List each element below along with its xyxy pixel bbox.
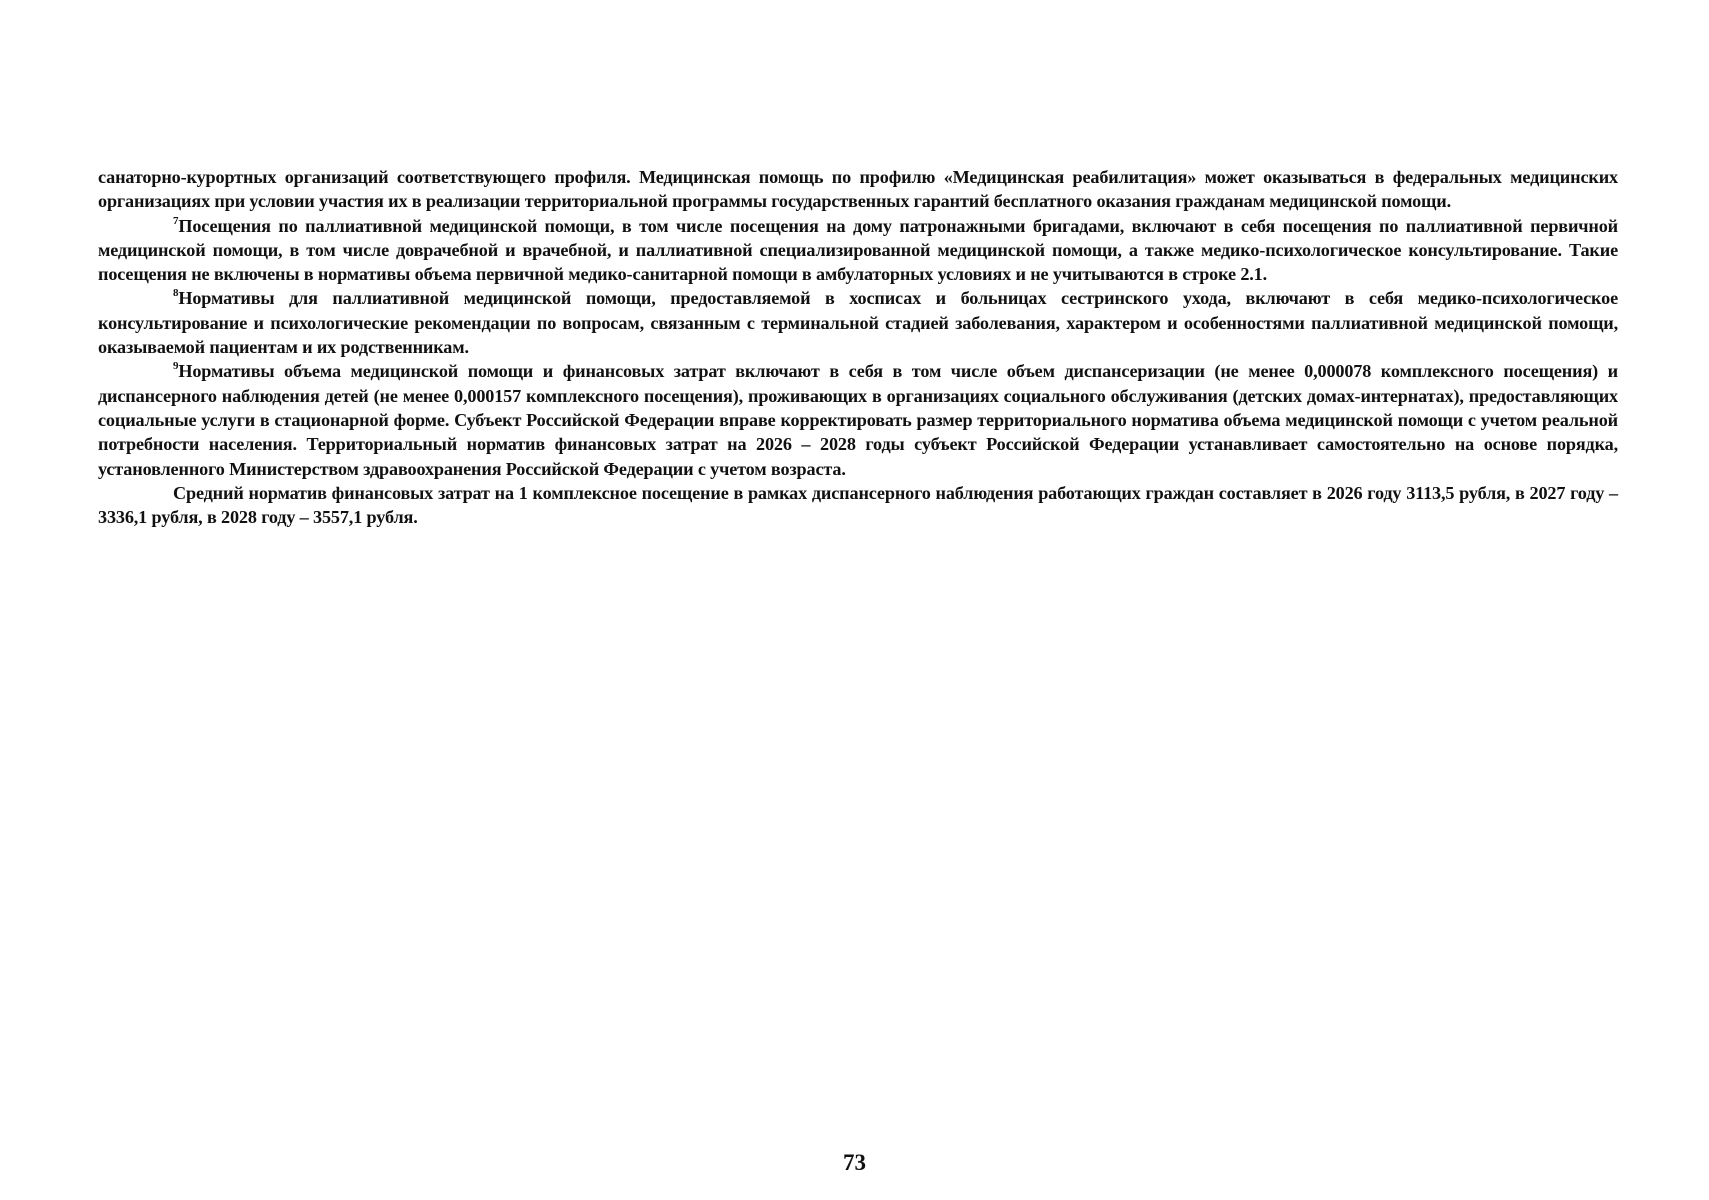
footnote-7 [98, 214, 1618, 287]
paragraph-average-norm: Средний норматив финансовых затрат на 1 комплексное посещение в рамках диспансерного наблюдения работающих граждан составляет в 2026 году 3113,5 рубля, в 2027 году – 3336,1 рубля, в 2028 году – 3557,1 рубля. [98, 482, 1618, 528]
footnote-7-text: Посещения по паллиативной медицинской помощи, в том числе посещения на дому патронажными бригадами, включают в себя посещения по паллиативной первичной медицинской помощи, в том числе доврачебной и врачебной, и паллиативной специализированной медицинской помощи, а также медико-психологическое консультирование. Такие посещения не включены в нормативы объема первичной медико-санитарной помощи в амбулаторных условиях и не учитываются в строке 2.1. [98, 215, 1618, 285]
footnote-marker-9: 9 [173, 360, 179, 373]
footnote-marker-7: 7 [173, 214, 179, 227]
footnote-8-text: Нормативы для паллиативной медицинской помощи, предоставляемой в хосписах и больницах сестринского ухода, включают в себя медико-психологическое консультирование и психологические рекомендации по вопросам, связанным с терминальной стадией заболевания, характером и особенностями паллиативной медицинской помощи, оказываемой пациентам и их родственникам. [98, 288, 1618, 358]
page-number: 73 [843, 1150, 866, 1175]
document-body [98, 165, 1618, 529]
footnote-9-text: Нормативы объема медицинской помощи и финансовых затрат включают в себя в том числе объем диспансеризации (не менее 0,000078 комплексного посещения) и диспансерного наблюдения детей (не менее 0,000157 комплексного посещения), проживающих в организациях социального обслуживания (детских домах-интернатах), предоставляющих социальные услуги в стационарной форме. Субъект Российской Федерации вправе корректировать размер территориального норматива объема медицинской помощи с учетом реальной потребности населения. Территориальный норматив финансовых затрат на 2026 – 2028 годы субъект Российской Федерации устанавливает самостоятельно на основе порядка, установленного Министерством здравоохранения Российской Федерации с учетом возраста. [98, 361, 1618, 479]
footnote-9 [98, 359, 1618, 480]
paragraph-continuation: санаторно-курортных организаций соответствующего профиля. Медицинская помощь по профилю «Медицинская реабилитация» может оказываться в федеральных медицинских организациях при условии участия их в реализации территориальной программы государственных гарантий бесплатного оказания гражданам медицинской помощи. [98, 167, 1618, 212]
footnote-marker-8: 8 [173, 287, 179, 300]
footnote-8 [98, 286, 1618, 359]
